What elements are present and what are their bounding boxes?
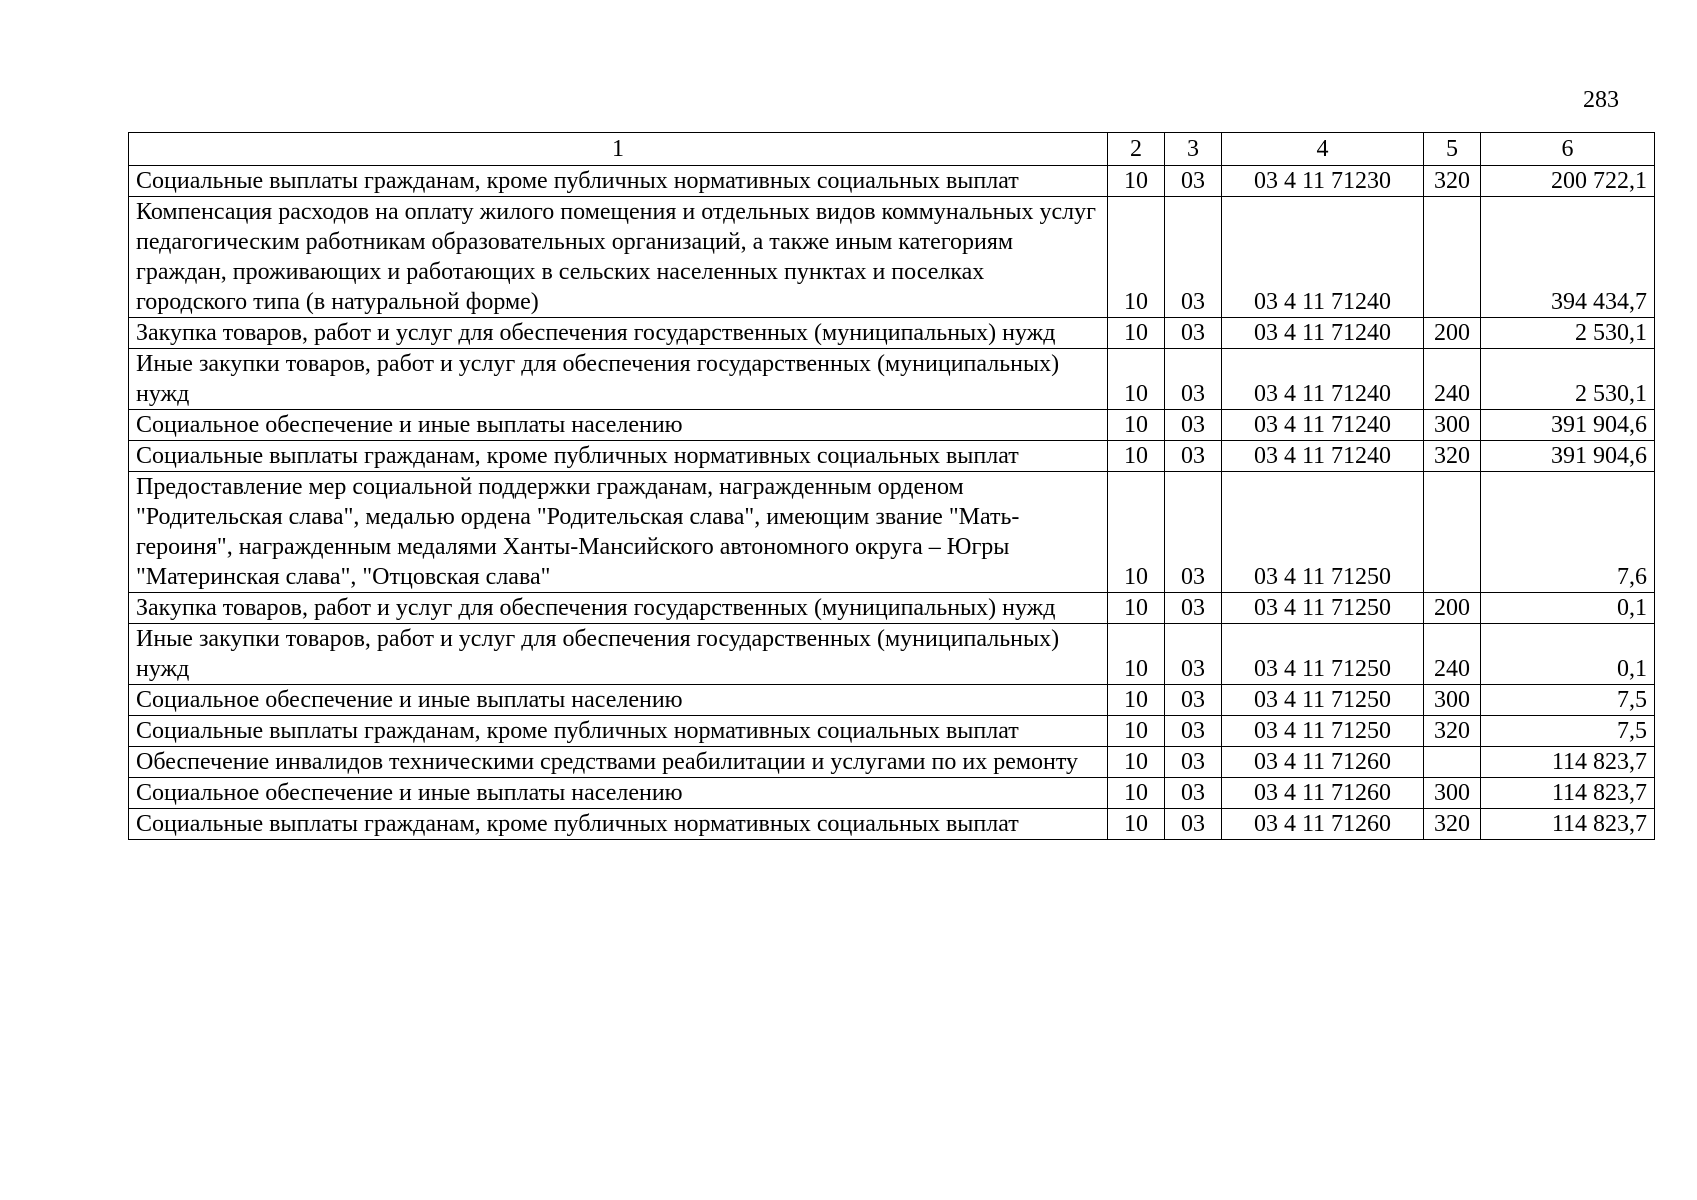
row-subsection-cell: 03 — [1165, 778, 1222, 809]
row-section-cell: 10 — [1108, 624, 1165, 685]
row-section-cell: 10 — [1108, 318, 1165, 349]
row-name-cell: Социальное обеспечение и иные выплаты населению — [129, 778, 1108, 809]
row-subsection-cell: 03 — [1165, 809, 1222, 840]
row-name-cell: Социальные выплаты гражданам, кроме публичных нормативных социальных выплат — [129, 809, 1108, 840]
row-amount-cell: 0,1 — [1481, 624, 1655, 685]
row-name-cell: Иные закупки товаров, работ и услуг для обеспечения государственных (муниципальных) нужд — [129, 624, 1108, 685]
row-expense-type-cell: 320 — [1424, 809, 1481, 840]
row-name-cell: Социальное обеспечение и иные выплаты населению — [129, 685, 1108, 716]
row-amount-cell: 2 530,1 — [1481, 349, 1655, 410]
row-expense-type-cell: 320 — [1424, 441, 1481, 472]
table-body — [129, 166, 1655, 840]
table-row — [129, 318, 1655, 349]
row-target-article-cell: 03 4 11 71240 — [1222, 441, 1424, 472]
row-expense-type-cell — [1424, 197, 1481, 318]
table-header-row — [129, 133, 1655, 166]
column-header-5: 5 — [1424, 133, 1481, 166]
row-subsection-cell: 03 — [1165, 716, 1222, 747]
row-target-article-cell: 03 4 11 71260 — [1222, 778, 1424, 809]
row-section-cell: 10 — [1108, 593, 1165, 624]
table-row — [129, 624, 1655, 685]
row-name-cell: Иные закупки товаров, работ и услуг для обеспечения государственных (муниципальных) нужд — [129, 349, 1108, 410]
row-name-cell: Закупка товаров, работ и услуг для обеспечения государственных (муниципальных) нужд — [129, 593, 1108, 624]
row-amount-cell: 2 530,1 — [1481, 318, 1655, 349]
row-section-cell: 10 — [1108, 809, 1165, 840]
row-expense-type-cell: 240 — [1424, 349, 1481, 410]
row-expense-type-cell: 240 — [1424, 624, 1481, 685]
row-subsection-cell: 03 — [1165, 349, 1222, 410]
row-expense-type-cell: 320 — [1424, 166, 1481, 197]
row-expense-type-cell: 300 — [1424, 685, 1481, 716]
row-name-cell: Компенсация расходов на оплату жилого помещения и отдельных видов коммунальных услуг педагогическим работникам образовательных организаций, а также иным категориям граждан, проживающих и работающих в сельских населенных пунктах и поселках городского типа (в натуральной форме) — [129, 197, 1108, 318]
row-amount-cell: 7,6 — [1481, 472, 1655, 593]
row-subsection-cell: 03 — [1165, 593, 1222, 624]
row-subsection-cell: 03 — [1165, 410, 1222, 441]
row-section-cell: 10 — [1108, 747, 1165, 778]
row-subsection-cell: 03 — [1165, 441, 1222, 472]
row-name-cell: Предоставление мер социальной поддержки гражданам, награжденным орденом "Родительская слава", медалью ордена "Родительская слава", имеющим звание "Мать-героиня", награжденным медалями Ханты-Мансийского автономного округа – Югры "Материнская слава", "Отцовская слава" — [129, 472, 1108, 593]
table-row — [129, 747, 1655, 778]
column-header-6: 6 — [1481, 133, 1655, 166]
row-expense-type-cell: 200 — [1424, 318, 1481, 349]
row-target-article-cell: 03 4 11 71250 — [1222, 593, 1424, 624]
table-row — [129, 166, 1655, 197]
row-target-article-cell: 03 4 11 71240 — [1222, 410, 1424, 441]
row-target-article-cell: 03 4 11 71250 — [1222, 624, 1424, 685]
row-expense-type-cell: 200 — [1424, 593, 1481, 624]
budget-table — [128, 132, 1655, 840]
row-target-article-cell: 03 4 11 71260 — [1222, 809, 1424, 840]
row-section-cell: 10 — [1108, 166, 1165, 197]
row-amount-cell: 7,5 — [1481, 685, 1655, 716]
row-target-article-cell: 03 4 11 71240 — [1222, 197, 1424, 318]
row-subsection-cell: 03 — [1165, 318, 1222, 349]
table-row — [129, 809, 1655, 840]
row-amount-cell: 394 434,7 — [1481, 197, 1655, 318]
table-row — [129, 685, 1655, 716]
row-section-cell: 10 — [1108, 410, 1165, 441]
row-subsection-cell: 03 — [1165, 197, 1222, 318]
row-expense-type-cell: 300 — [1424, 410, 1481, 441]
row-name-cell: Социальные выплаты гражданам, кроме публичных нормативных социальных выплат — [129, 441, 1108, 472]
row-amount-cell: 7,5 — [1481, 716, 1655, 747]
table-row — [129, 716, 1655, 747]
column-header-2: 2 — [1108, 133, 1165, 166]
row-section-cell: 10 — [1108, 472, 1165, 593]
row-section-cell: 10 — [1108, 685, 1165, 716]
row-subsection-cell: 03 — [1165, 166, 1222, 197]
row-amount-cell: 391 904,6 — [1481, 410, 1655, 441]
row-subsection-cell: 03 — [1165, 472, 1222, 593]
row-section-cell: 10 — [1108, 778, 1165, 809]
row-section-cell: 10 — [1108, 716, 1165, 747]
row-amount-cell: 0,1 — [1481, 593, 1655, 624]
row-subsection-cell: 03 — [1165, 685, 1222, 716]
row-amount-cell: 114 823,7 — [1481, 747, 1655, 778]
row-target-article-cell: 03 4 11 71250 — [1222, 472, 1424, 593]
row-section-cell: 10 — [1108, 197, 1165, 318]
row-target-article-cell: 03 4 11 71240 — [1222, 349, 1424, 410]
row-expense-type-cell — [1424, 472, 1481, 593]
row-target-article-cell: 03 4 11 71230 — [1222, 166, 1424, 197]
row-target-article-cell: 03 4 11 71250 — [1222, 685, 1424, 716]
row-name-cell: Социальные выплаты гражданам, кроме публичных нормативных социальных выплат — [129, 166, 1108, 197]
row-expense-type-cell: 300 — [1424, 778, 1481, 809]
row-amount-cell: 114 823,7 — [1481, 809, 1655, 840]
row-target-article-cell: 03 4 11 71240 — [1222, 318, 1424, 349]
table-row — [129, 593, 1655, 624]
column-header-3: 3 — [1165, 133, 1222, 166]
table-row — [129, 441, 1655, 472]
row-target-article-cell: 03 4 11 71250 — [1222, 716, 1424, 747]
row-amount-cell: 391 904,6 — [1481, 441, 1655, 472]
row-amount-cell: 200 722,1 — [1481, 166, 1655, 197]
row-expense-type-cell — [1424, 747, 1481, 778]
row-subsection-cell: 03 — [1165, 747, 1222, 778]
table-row — [129, 197, 1655, 318]
table-row — [129, 472, 1655, 593]
row-section-cell: 10 — [1108, 349, 1165, 410]
row-amount-cell: 114 823,7 — [1481, 778, 1655, 809]
column-header-4: 4 — [1222, 133, 1424, 166]
row-name-cell: Обеспечение инвалидов техническими средствами реабилитации и услугами по их ремонту — [129, 747, 1108, 778]
table-row — [129, 778, 1655, 809]
row-name-cell: Закупка товаров, работ и услуг для обеспечения государственных (муниципальных) нужд — [129, 318, 1108, 349]
page-number: 283 — [1583, 87, 1619, 113]
column-header-1: 1 — [129, 133, 1108, 166]
row-name-cell: Социальные выплаты гражданам, кроме публичных нормативных социальных выплат — [129, 716, 1108, 747]
row-section-cell: 10 — [1108, 441, 1165, 472]
row-name-cell: Социальное обеспечение и иные выплаты населению — [129, 410, 1108, 441]
table-row — [129, 349, 1655, 410]
row-target-article-cell: 03 4 11 71260 — [1222, 747, 1424, 778]
row-expense-type-cell: 320 — [1424, 716, 1481, 747]
row-subsection-cell: 03 — [1165, 624, 1222, 685]
table-row — [129, 410, 1655, 441]
